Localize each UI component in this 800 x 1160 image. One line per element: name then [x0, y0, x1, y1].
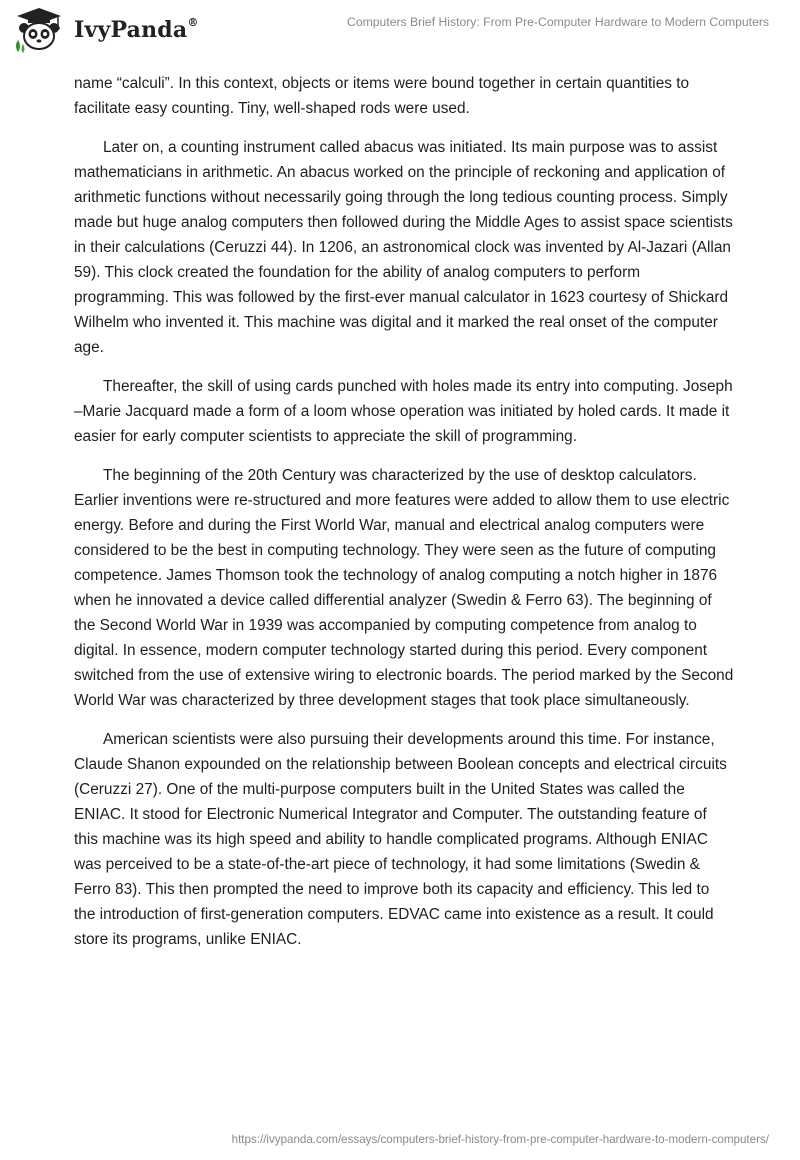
paragraph: name “calculi”. In this context, objects or items were bound together in certain quantities to facilitate easy counting. Tiny, well-shaped rods were used. [74, 75, 690, 117]
paragraph: American scientists were also pursuing their developments around this time. For instance, Claude Shanon expounded on the relationship between Boolean concepts and electrical circuits (Ceruzzi 27). One of the multi-purpose computers built in the United States was called the ENIAC. It stood for Electronic Numerical Integrator and Computer. The outstanding feature of this machine was its high speed and ability to handle complicated programs. Although ENIAC was perceived to be a state-of-the-art piece of technology, it had some limitations (Swedin & Ferro 83). This then prompted the need to improve both its capacity and efficiency. This led to the introduction of first-generation computers. EDVAC came into existence as a result. It could store its programs, unlike ENIAC. [74, 731, 727, 948]
essay-body [74, 71, 734, 966]
source-url-link[interactable]: https://ivypanda.com/essays/computers-brief-history-from-pre-computer-hardware-to-modern-computers/ [231, 1133, 769, 1146]
brand-name: IvyPanda® [74, 15, 199, 43]
ivypanda-logo[interactable] [14, 6, 214, 54]
paragraph: Later on, a counting instrument called abacus was initiated. Its main purpose was to assist mathematicians in arithmetic. An abacus worked on the principle of reckoning and application of arithmetic functions without necessarily going through the long tedious counting process. Simply made but huge analog computers then followed during the Middle Ages to assist space scientists in their calculations (Ceruzzi 44). In 1206, an astronomical clock was invented by Al-Jazari (Allan 59). This clock created the foundation for the ability of analog computers to perform programming. This was followed by the first-ever manual calculator in 1623 courtesy of Shickard Wilhelm who invented it. This machine was digital and it marked the real onset of the computer age. [74, 139, 733, 356]
page-header [0, 0, 800, 60]
paragraph: Thereafter, the skill of using cards punched with holes made its entry into computing. Joseph –Marie Jacquard made a form of a loom whose operation was initiated by holed cards. It made it easier for early computer scientists to appreciate the skill of programming. [74, 378, 733, 445]
document-title: Computers Brief History: From Pre-Computer Hardware to Modern Computers [347, 15, 769, 29]
paragraph: The beginning of the 20th Century was characterized by the use of desktop calculators. Earlier inventions were re-structured and more features were added to allow them to use electric energy. Before and during the First World War, manual and electrical analog computers were considered to be the best in computing technology. They were seen as the future of computing competence. James Thomson took the technology of analog computing a notch higher in 1876 when he innovated a device called differential analyzer (Swedin & Ferro 63). The beginning of the Second World War in 1939 was accompanied by computing competence from analog to digital. In essence, modern computer technology started during this period. Every component switched from the use of extensive wiring to electronic boards. The period marked by the Second World War was characterized by three development stages that took place simultaneously. [74, 467, 734, 709]
panda-graduate-icon [14, 6, 64, 54]
